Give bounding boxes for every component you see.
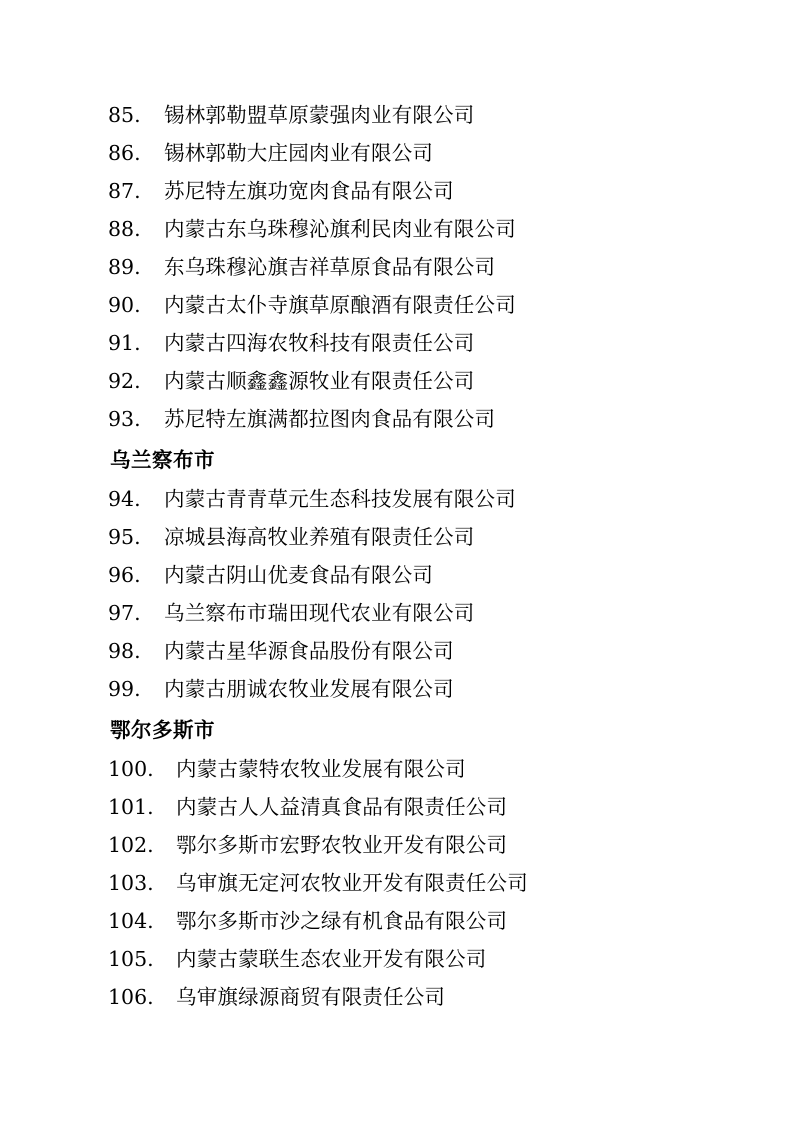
company-name: 凉城县海高牧业养殖有限责任公司 — [164, 525, 475, 549]
company-name: 内蒙古朋诚农牧业发展有限公司 — [164, 677, 454, 701]
list-item-number: 106. — [108, 985, 154, 1009]
company-name: 内蒙古东乌珠穆沁旗利民肉业有限公司 — [164, 217, 516, 241]
company-name: 内蒙古人人益清真食品有限责任公司 — [176, 795, 508, 819]
list-item — [108, 480, 685, 518]
company-name: 东乌珠穆沁旗吉祥草原食品有限公司 — [164, 255, 496, 279]
list-item-number: 93. — [108, 407, 141, 431]
list-item-number: 105. — [108, 947, 154, 971]
list-item — [108, 248, 685, 286]
list-item-number: 94. — [108, 487, 141, 511]
list-item-number: 91. — [108, 331, 141, 355]
list-item — [108, 210, 685, 248]
list-item — [108, 286, 685, 324]
city-heading: 乌兰察布市 — [110, 448, 215, 472]
list-item-number: 99. — [108, 677, 141, 701]
list-item-number: 90. — [108, 293, 141, 317]
company-name: 乌审旗无定河农牧业开发有限责任公司 — [176, 871, 528, 895]
company-name: 内蒙古蒙联生态农业开发有限公司 — [176, 947, 487, 971]
company-name: 内蒙古太仆寺旗草原酿酒有限责任公司 — [164, 293, 516, 317]
list-item — [108, 96, 685, 134]
company-name: 苏尼特左旗功宽肉食品有限公司 — [164, 179, 454, 203]
list-item-number: 87. — [108, 179, 141, 203]
list-item — [108, 902, 685, 940]
company-name: 锡林郭勒盟草原蒙强肉业有限公司 — [164, 103, 475, 127]
company-name: 内蒙古四海农牧科技有限责任公司 — [164, 331, 475, 355]
list-item-number: 97. — [108, 601, 141, 625]
company-name: 内蒙古蒙特农牧业发展有限公司 — [176, 757, 466, 781]
company-name: 内蒙古星华源食品股份有限公司 — [164, 639, 454, 663]
list-item — [108, 978, 685, 1016]
company-name: 鄂尔多斯市沙之绿有机食品有限公司 — [176, 909, 508, 933]
list-item-number: 95. — [108, 525, 141, 549]
list-item-number: 86. — [108, 141, 141, 165]
list-item — [108, 556, 685, 594]
company-name: 内蒙古阴山优麦食品有限公司 — [164, 563, 434, 587]
list-item — [108, 400, 685, 438]
list-item — [108, 594, 685, 632]
list-item — [108, 324, 685, 362]
list-item — [108, 864, 685, 902]
list-item — [108, 670, 685, 708]
list-item — [108, 518, 685, 556]
company-name: 锡林郭勒大庄园肉业有限公司 — [164, 141, 434, 165]
list-item — [108, 940, 685, 978]
list-item-number: 96. — [108, 563, 141, 587]
list-item — [108, 172, 685, 210]
list-item-number: 102. — [108, 833, 154, 857]
company-name: 苏尼特左旗满都拉图肉食品有限公司 — [164, 407, 496, 431]
list-item — [108, 788, 685, 826]
list-item-number: 88. — [108, 217, 141, 241]
company-list — [108, 96, 685, 1016]
company-name: 乌兰察布市瑞田现代农业有限公司 — [164, 601, 475, 625]
list-item — [108, 134, 685, 172]
list-item-number: 89. — [108, 255, 141, 279]
list-item-number: 100. — [108, 757, 154, 781]
list-item-number: 104. — [108, 909, 154, 933]
list-item — [108, 362, 685, 400]
list-item — [108, 750, 685, 788]
list-item — [108, 826, 685, 864]
list-item-number: 98. — [108, 639, 141, 663]
list-item-number: 85. — [108, 103, 141, 127]
company-name: 内蒙古青青草元生态科技发展有限公司 — [164, 487, 516, 511]
company-name: 鄂尔多斯市宏野农牧业开发有限公司 — [176, 833, 508, 857]
company-name: 乌审旗绿源商贸有限责任公司 — [176, 985, 446, 1009]
list-item — [108, 632, 685, 670]
list-item-number: 103. — [108, 871, 154, 895]
company-name: 内蒙古顺鑫鑫源牧业有限责任公司 — [164, 369, 475, 393]
list-item-number: 92. — [108, 369, 141, 393]
list-item-number: 101. — [108, 795, 154, 819]
city-heading: 鄂尔多斯市 — [110, 718, 215, 742]
